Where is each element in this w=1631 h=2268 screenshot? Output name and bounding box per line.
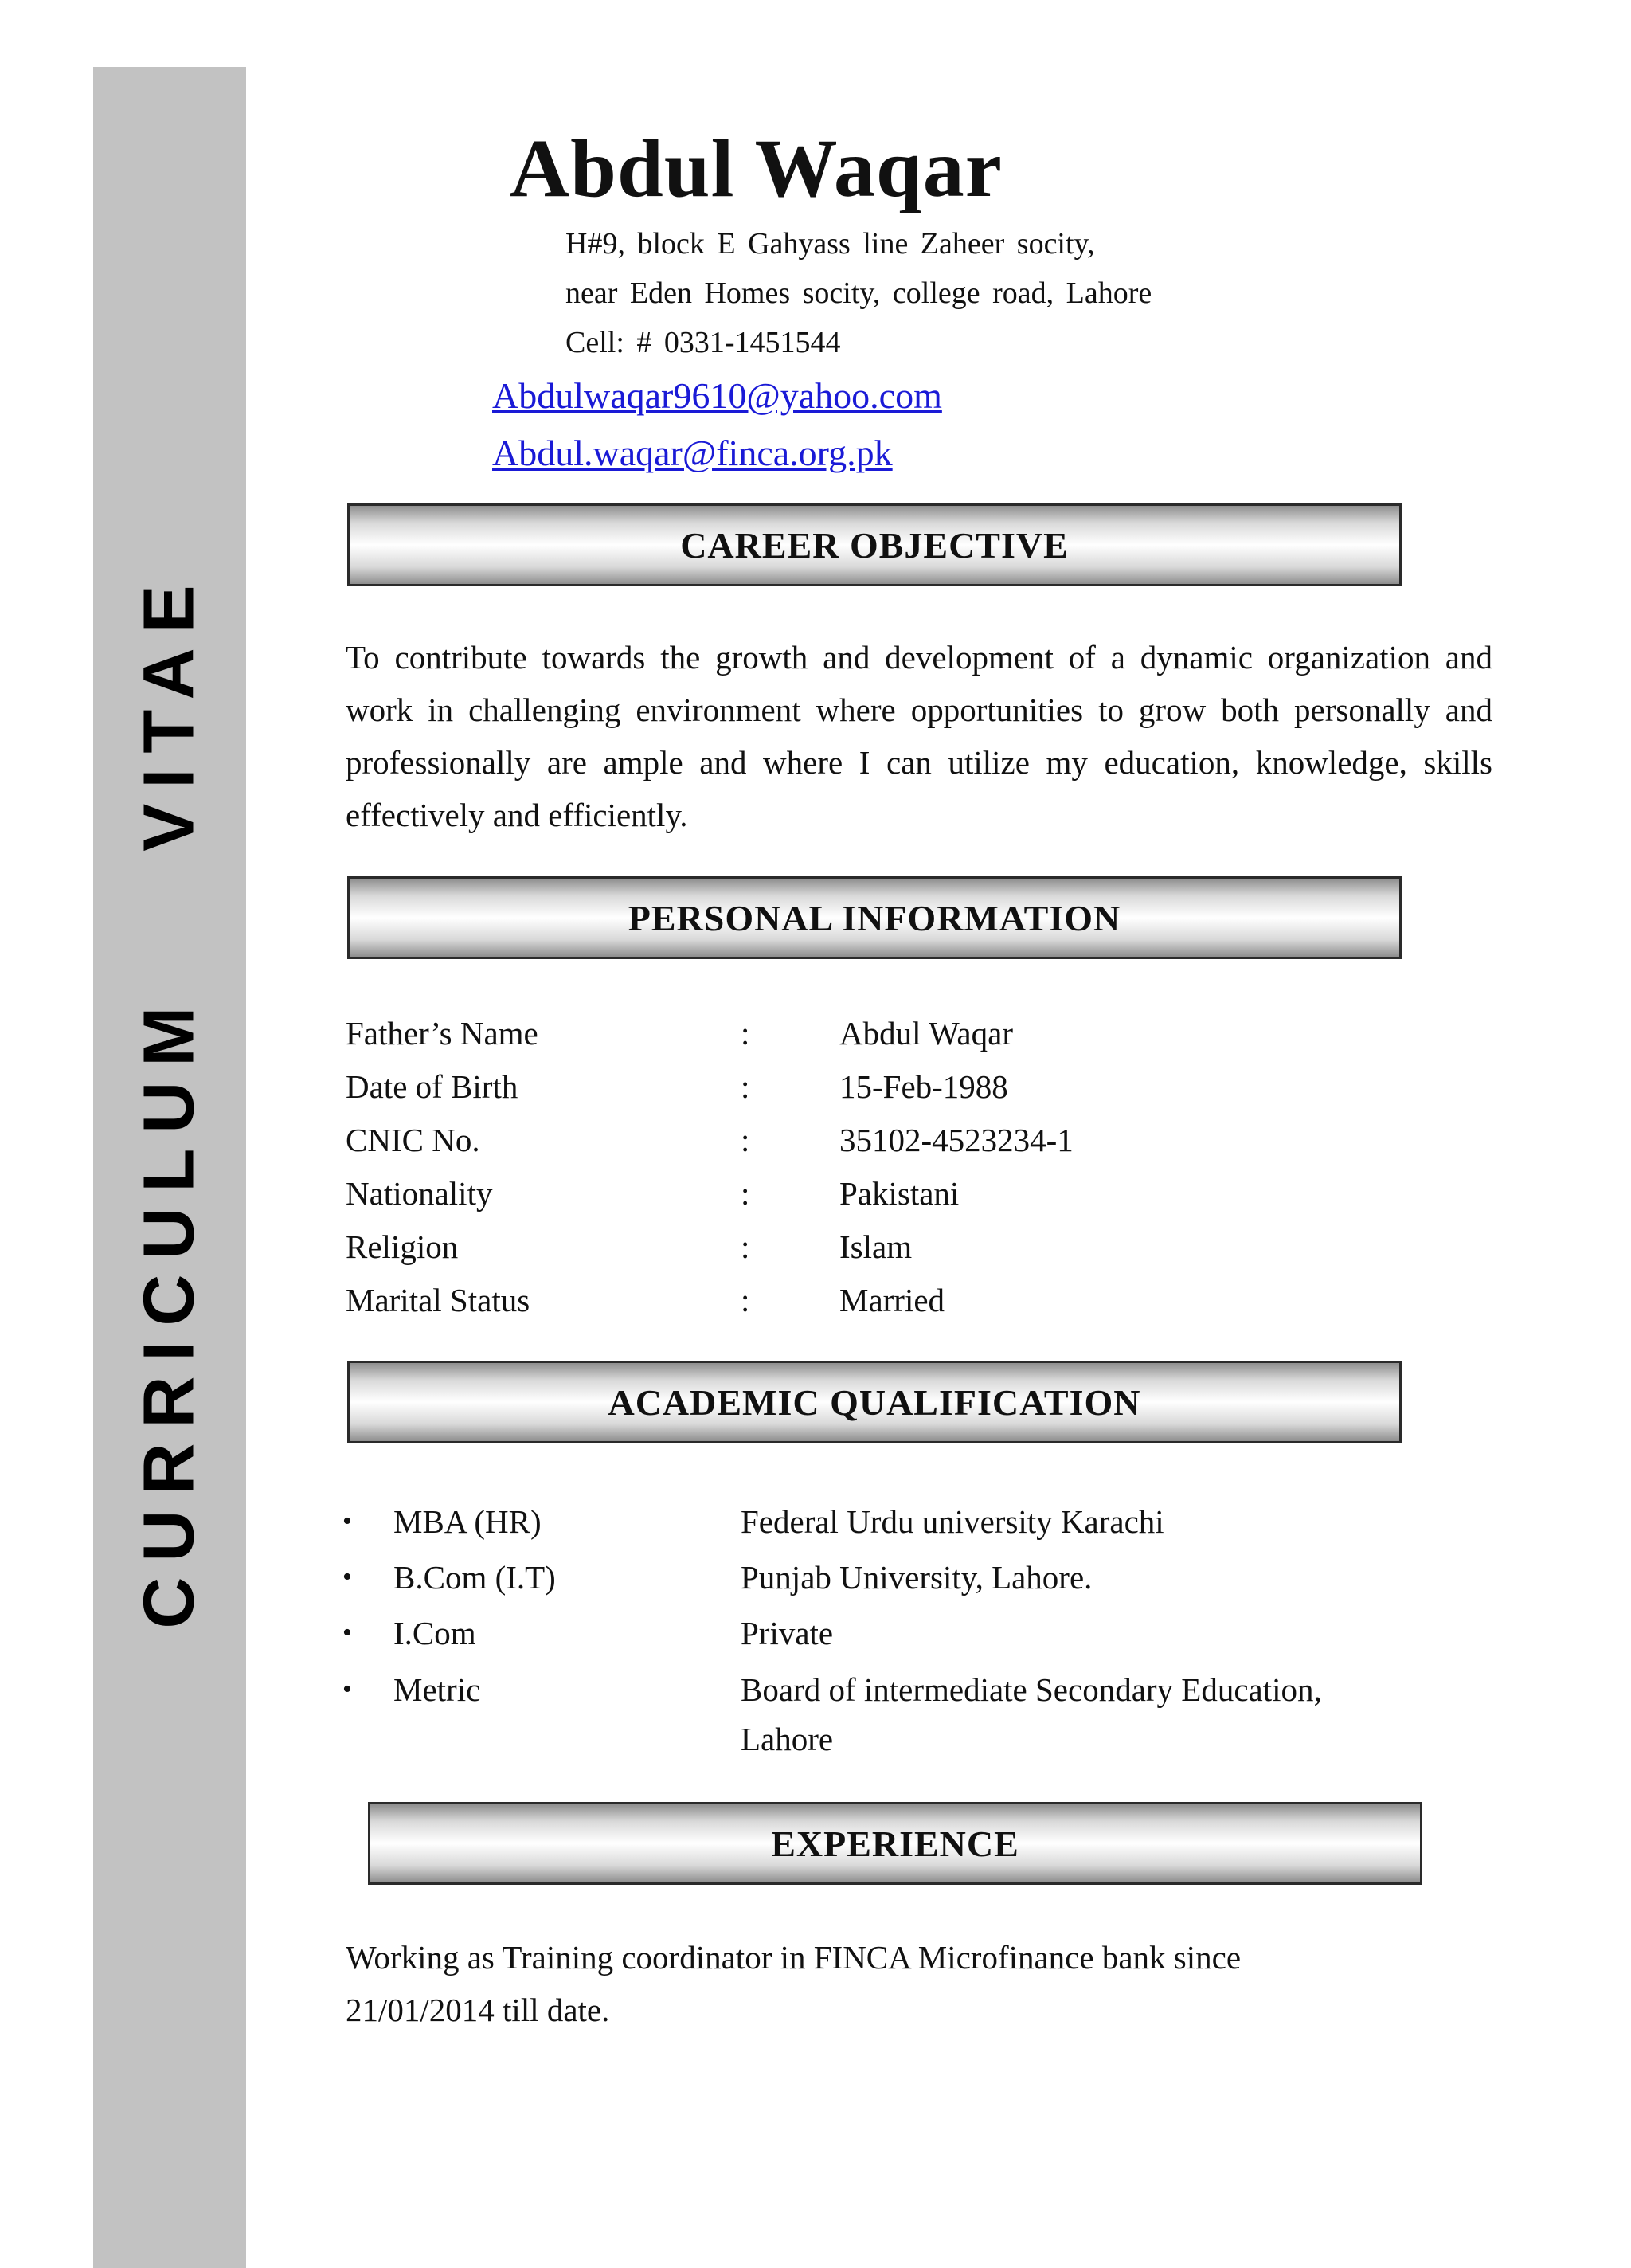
info-row-religion — [346, 1223, 1461, 1271]
info-value: Pakistani — [839, 1175, 960, 1212]
info-label: Father’s Name — [346, 1015, 538, 1052]
section-title: CAREER OBJECTIVE — [680, 524, 1069, 566]
qualification-institution: Private — [741, 1615, 834, 1651]
section-header-experience — [368, 1802, 1422, 1885]
bullet-icon: • — [342, 1562, 352, 1592]
info-row-date-of-birth — [346, 1063, 1461, 1110]
section-header-personal-information — [347, 876, 1402, 959]
section-title: EXPERIENCE — [771, 1823, 1019, 1864]
bullet-icon: • — [342, 1618, 352, 1647]
qualification-institution: Board of intermediate Secondary Education, Lahore — [741, 1671, 1322, 1757]
info-row-marital-status — [346, 1276, 1461, 1324]
info-label: Religion — [346, 1228, 459, 1265]
info-separator: : — [741, 1122, 750, 1158]
qualification-item-mba — [342, 1497, 1497, 1546]
section-header-career-objective — [347, 503, 1402, 586]
qualification-institution: Punjab University, Lahore. — [741, 1559, 1093, 1596]
info-row-father-name — [346, 1009, 1461, 1057]
sidebar-title: CURRICULUM VITAE — [129, 570, 209, 1629]
qualification-item-bcom — [342, 1553, 1497, 1602]
experience-text: Working as Training coordinator in FINCA Microfinance bank since 21/01/2014 till date. — [346, 1939, 1242, 2028]
info-separator: : — [741, 1015, 750, 1052]
qualification-institution: Federal Urdu university Karachi — [741, 1503, 1164, 1540]
info-separator: : — [741, 1282, 750, 1318]
info-row-nationality — [346, 1169, 1461, 1217]
qualification-item-icom — [342, 1608, 1497, 1658]
info-label: Date of Birth — [346, 1068, 518, 1105]
career-objective-text: To contribute towards the growth and development of a dynamic organization and work in challenging environment where opportunities to grow both personally and professionally are ample and where I can utilize my education, knowledge, skills effectively and efficiently. — [346, 639, 1492, 833]
section-title: PERSONAL INFORMATION — [628, 897, 1121, 938]
qualification-degree: B.Com (I.T) — [393, 1559, 556, 1596]
candidate-name: Abdul Waqar — [510, 123, 1003, 214]
info-value: Abdul Waqar — [839, 1015, 1013, 1052]
qualification-degree: Metric — [393, 1671, 481, 1708]
info-value: 35102-4523234-1 — [839, 1122, 1074, 1158]
qualification-degree: I.Com — [393, 1615, 476, 1651]
email-link-yahoo[interactable]: Abdulwaqar9610@yahoo.com — [492, 375, 942, 416]
info-label: Nationality — [346, 1175, 493, 1212]
bullet-icon: • — [342, 1675, 352, 1704]
cell-number: Cell: # 0331-1451544 — [565, 326, 841, 359]
info-value: Married — [839, 1282, 945, 1318]
email-link-finca[interactable]: Abdul.waqar@finca.org.pk — [492, 433, 893, 473]
info-separator: : — [741, 1175, 750, 1212]
info-row-cnic — [346, 1116, 1461, 1164]
section-header-academic-qualification — [347, 1361, 1402, 1443]
info-separator: : — [741, 1068, 750, 1105]
qualification-degree: MBA (HR) — [393, 1503, 542, 1540]
section-title: ACADEMIC QUALIFICATION — [608, 1381, 1141, 1423]
address-line-2: near Eden Homes socity, college road, Lahore — [565, 276, 1152, 310]
info-label: CNIC No. — [346, 1122, 480, 1158]
info-label: Marital Status — [346, 1282, 530, 1318]
bullet-icon: • — [342, 1506, 352, 1536]
info-separator: : — [741, 1228, 750, 1265]
info-value: 15-Feb-1988 — [839, 1068, 1008, 1105]
qualification-item-metric — [342, 1665, 1497, 1769]
address-line-1: H#9, block E Gahyass line Zaheer socity, — [565, 227, 1095, 260]
info-value: Islam — [839, 1228, 913, 1265]
